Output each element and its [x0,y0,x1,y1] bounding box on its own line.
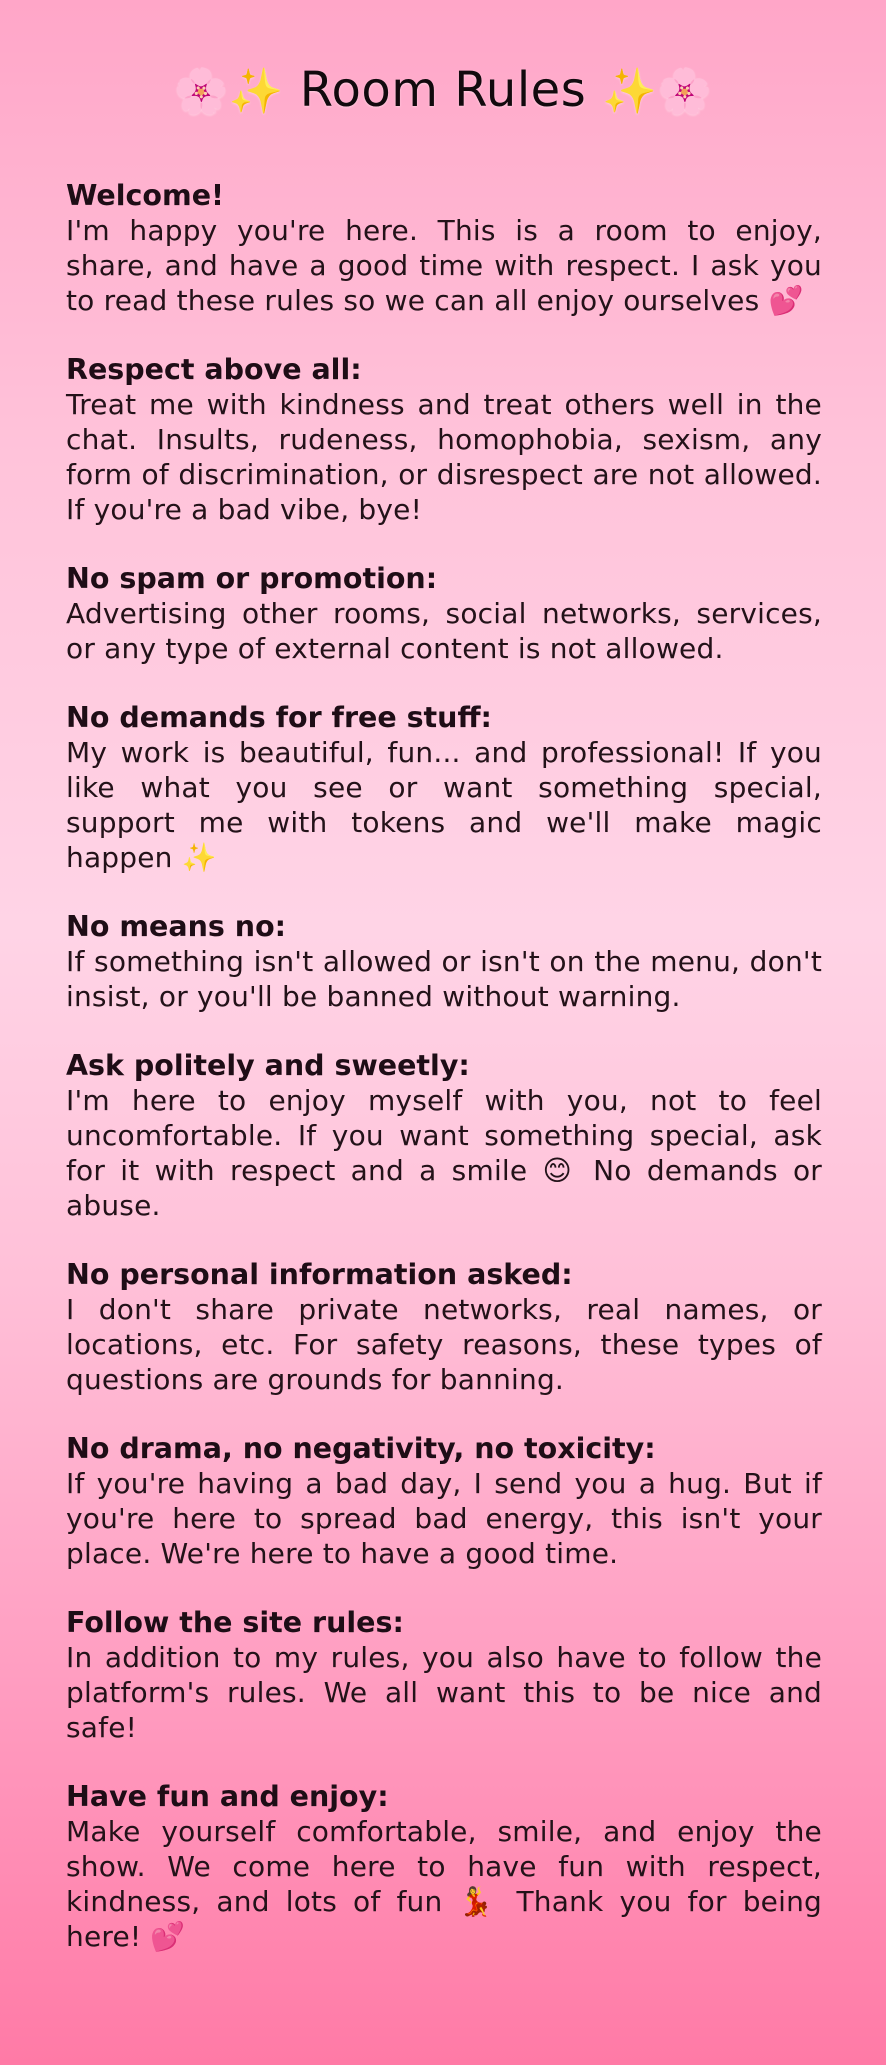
page-title [0,62,886,118]
rule-heading: No demands for free stuff: [66,701,492,734]
rule-body: I'm happy you're here. This is a room to enjoy, share, and have a good time with respect. I ask you to read these rules so we can all enjoy ourselves 💕 [66,214,822,317]
rule-heading: No means no: [66,910,287,943]
rule-have-fun [66,1779,822,1954]
rule-body: Treat me with kindness and treat others well in the chat. Insults, rudeness, homophobia, sexism, any form of discrimination, or disrespect are not allowed. If you're a bad vibe, bye! [66,388,822,526]
rule-body: If you're having a bad day, I send you a hug. But if you're here to spread bad energy, this isn't your place. We're here to have a good time. [66,1467,822,1570]
rule-no-spam [66,561,822,666]
rule-heading: Have fun and enjoy: [66,1780,389,1813]
rules-list [66,178,822,1988]
rule-no-demands [66,700,822,875]
rule-no-drama [66,1431,822,1571]
rule-no-means-no [66,909,822,1014]
rule-body: Make yourself comfortable, smile, and enjoy the show. We come here to have fun with respect, kindness, and lots of fun 💃 Thank you for being here! 💕 [66,1815,822,1953]
rule-body: My work is beautiful, fun... and professional! If you like what you see or want something special, support me with tokens and we'll make magic happen ✨ [66,736,822,874]
rule-site-rules [66,1605,822,1745]
rule-body: I'm here to enjoy myself with you, not to feel uncomfortable. If you want something special, ask for it with respect and a smile 😊 No demands or abuse. [66,1084,822,1222]
rule-heading: No personal information asked: [66,1258,573,1291]
sparkle-flower-icon: ✨🌸 [601,66,713,117]
rule-heading: Ask politely and sweetly: [66,1049,470,1082]
rule-respect [66,352,822,527]
rule-welcome [66,178,822,318]
rule-ask-politely [66,1048,822,1223]
rule-no-personal-info [66,1257,822,1397]
rule-heading: No drama, no negativity, no toxicity: [66,1432,656,1465]
rule-heading: Welcome! [66,179,225,212]
rule-heading: Follow the site rules: [66,1606,404,1639]
rule-body: Advertising other rooms, social networks, services, or any type of external content is not allowed. [66,597,822,665]
page-title-text: Room Rules [299,62,587,118]
rule-heading: Respect above all: [66,353,362,386]
rule-body: If something isn't allowed or isn't on the menu, don't insist, or you'll be banned without warning. [66,945,822,1013]
flower-sparkle-icon: 🌸✨ [173,66,285,117]
rule-heading: No spam or promotion: [66,562,438,595]
rule-body: I don't share private networks, real names, or locations, etc. For safety reasons, these types of questions are grounds for banning. [66,1293,822,1396]
rule-body: In addition to my rules, you also have to follow the platform's rules. We all want this to be nice and safe! [66,1641,822,1744]
